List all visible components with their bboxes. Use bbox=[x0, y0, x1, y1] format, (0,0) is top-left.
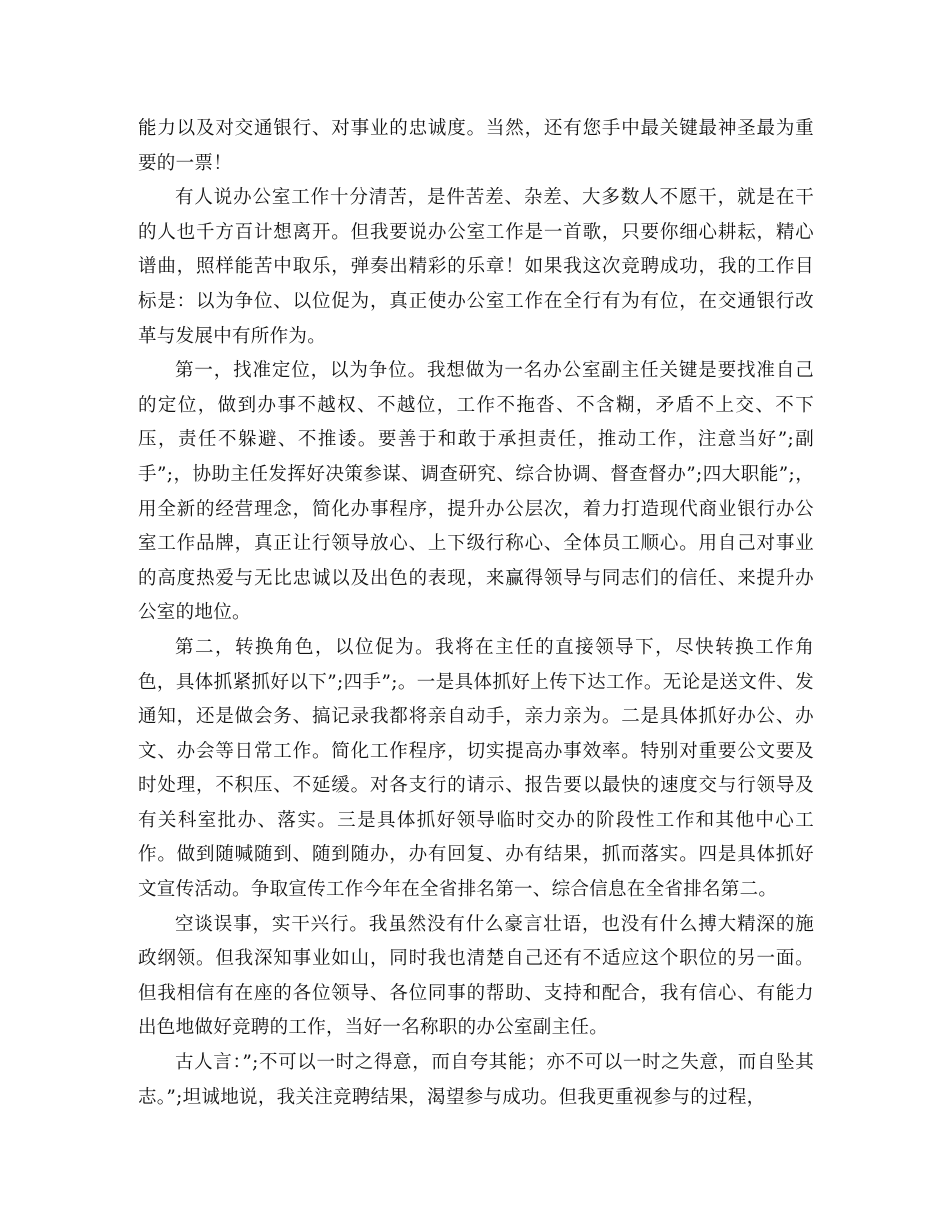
document-body bbox=[138, 112, 814, 1115]
paragraph-ancient-quote: 古人言：”;不可以一时之得意，而自夸其能；亦不可以一时之失意，而自坠其志。”;坦诚地说，我关注竞聘结果，渴望参与成功。但我更重视参与的过程， bbox=[138, 1052, 814, 1108]
paragraph-second-point: 第二，转换角色，以位促为。我将在主任的直接领导下，尽快转换工作角色，具体抓紧抓好以下”;四手”;。一是具体抓好上传下达工作。无论是送文件、发通知，还是做会务、搞记录我都将亲自动手，亲力亲为。二是具体抓好办公、办文、办会等日常工作。简化工作程序，切实提高办事效率。特别对重要公文要及时处理，不积压、不延缓。对各支行的请示、报告要以最快的速度交与行领导及有关科室批办、落实。三是具体抓好领导临时交办的阶段性工作和其他中心工作。做到随喊随到、随到随办，办有回复、办有结果，抓而落实。四是具体抓好文宣传活动。争取宣传工作今年在全省排名第一、综合信息在全省排名第二。 bbox=[138, 636, 814, 901]
paragraph-work-goal: 有人说办公室工作十分清苦，是件苦差、杂差、大多数人不愿干，就是在干的人也千方百计想离开。但我要说办公室工作是一首歌，只要你细心耕耘，精心谱曲，照样能苦中取乐，弹奏出精彩的乐章！如果我这次竞聘成功，我的工作目标是：以为争位、以位促为，真正使办公室工作在全行有为有位，在交通银行改革与发展中有所作为。 bbox=[138, 187, 814, 347]
paragraph-commitment: 空谈误事，实干兴行。我虽然没有什么豪言壮语，也没有什么搏大精深的施政纲领。但我深知事业如山，同时我也清楚自己还有不适应这个职位的另一面。但我相信有在座的各位领导、各位同事的帮助、支持和配合，我有信心、有能力出色地做好竞聘的工作，当好一名称职的办公室副主任。 bbox=[138, 913, 814, 1039]
paragraph-continuation: 能力以及对交通银行、对事业的忠诚度。当然，还有您手中最关键最神圣最为重要的一票！ bbox=[138, 118, 814, 174]
paragraph-first-point: 第一，找准定位，以为争位。我想做为一名办公室副主任关键是要找准自己的定位，做到办事不越权、不越位，工作不拖沓、不含糊，矛盾不上交、不下压，责任不躲避、不推诿。要善于和敢于承担责任，推动工作，注意当好”;副手”;，协助主任发挥好决策参谋、调查研究、综合协调、督查督办”;四大职能”;，用全新的经营理念，简化办事程序，提升办公层次，着力打造现代商业银行办公室工作品牌，真正让行领导放心、上下级行称心、全体员工顺心。用自己对事业的高度热爱与无比忠诚以及出色的表现，来赢得领导与同志们的信任、来提升办公室的地位。 bbox=[138, 360, 814, 624]
